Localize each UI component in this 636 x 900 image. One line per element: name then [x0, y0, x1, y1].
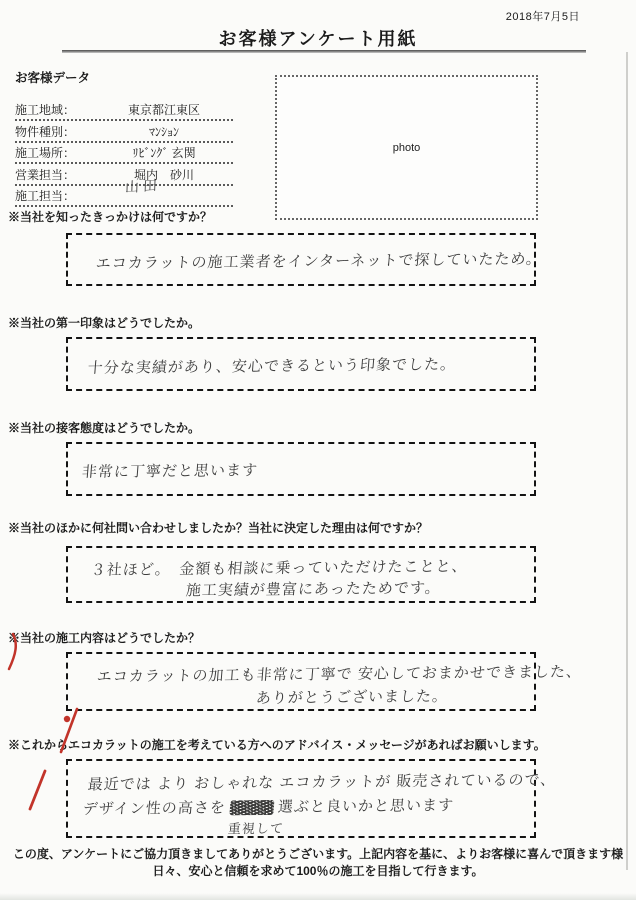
question-3-label: ※当社の接客態度はどうでしたか。 — [8, 421, 201, 435]
field-label: 施工場所： — [15, 146, 76, 161]
field-value: ﾘﾋﾞﾝｸﾞ 玄関 — [132, 146, 196, 161]
answer-box-1 — [66, 233, 543, 286]
footer-line-2: 日々、安心と信頼を求めて100％の施工を目指して行きます。 — [152, 863, 484, 878]
handwritten-answer-5-line-1: エコカラットの加工も非常に丁寧で 安心しておまかせできました、 — [96, 663, 583, 686]
question-2-label: ※当社の第一印象はどうでしたか。 — [8, 316, 201, 330]
handwritten-answer-2: 十分な実績があり、安心できるという印象でした。 — [87, 356, 457, 377]
answer-box-5 — [66, 652, 583, 711]
handwritten-correction: 重視して — [227, 820, 285, 837]
handwritten-answer-5-line-2: ありがとうございました。 — [255, 687, 449, 708]
handwritten-answer-3: 非常に丁寧だと思います — [81, 462, 259, 481]
photo-placeholder-box — [275, 75, 538, 220]
answer-box-4 — [66, 546, 536, 603]
footer-line-1: この度、アンケートにご協力頂きましてありがとうございます。上記内容を基に、よりお客様に喜んで頂きます様 — [12, 847, 624, 861]
field-row-location — [15, 143, 233, 164]
question-1-label: ※当社を知ったきっかけは何ですか？ — [8, 210, 213, 224]
customer-data-heading: お客様データ — [15, 71, 91, 85]
question-4-label: ※当社のほかに何社問い合わせしましたか？当社に決定した理由は何ですか？ — [8, 521, 429, 535]
title-underline — [62, 50, 586, 53]
footer-note — [0, 846, 636, 879]
field-label: 営業担当： — [15, 167, 76, 182]
answer-6-line-2-tail: 選ぶと良いかと思います — [277, 797, 455, 816]
field-row-property-type — [15, 121, 233, 142]
field-label: 施工担当： — [15, 188, 76, 203]
answer-box-3 — [66, 442, 536, 496]
field-value: ﾏﾝｼｮﾝ — [148, 124, 179, 139]
field-row-sales-rep — [15, 164, 233, 185]
field-value: 堀内 砂川 — [133, 167, 194, 182]
field-label: 施工地域： — [15, 103, 76, 118]
answer-6-line-2-head: デザイン性の高さを — [82, 799, 227, 818]
field-value: 東京都江東区 — [127, 103, 200, 118]
document-date: 2018年7月5日 — [505, 11, 580, 23]
handwritten-answer-4-line-1: ３社ほど。 金額も相談に乗っていただけたことと、 — [90, 558, 469, 579]
field-row-region — [15, 100, 233, 121]
scribbled-out-word — [229, 800, 274, 815]
handwritten-answer-6-line-1: 最近では より おしゃれな エコカラットが 販売されているので、 — [87, 771, 557, 794]
answer-box-2 — [66, 337, 536, 391]
page-title: お客様アンケート用紙 — [218, 29, 418, 49]
handwritten-answer-6-line-2 — [82, 794, 455, 819]
handwritten-answer-4-line-2: 施工実績が豊富にあったためです。 — [185, 579, 442, 600]
photo-placeholder-label: photo — [392, 141, 421, 154]
handwritten-signature: 山田 — [124, 176, 162, 196]
question-6-label: ※これからエコカラットの施工を考えている方へのアドバイス・メッセージがあればお願いします。 — [8, 738, 546, 752]
handwritten-answer-1: エコカラットの施工業者をインターネットで探していたため。 — [95, 250, 543, 273]
red-pen-dot — [64, 716, 70, 722]
red-pen-slash-lower — [30, 771, 45, 809]
scan-bottom-shadow — [0, 893, 636, 900]
field-label: 物件種別： — [15, 124, 76, 139]
field-value — [95, 204, 233, 205]
scan-edge-line — [626, 52, 628, 870]
answer-box-6 — [66, 759, 557, 838]
question-5-label: ※当社の施工内容はどうでしたか？ — [8, 631, 201, 645]
